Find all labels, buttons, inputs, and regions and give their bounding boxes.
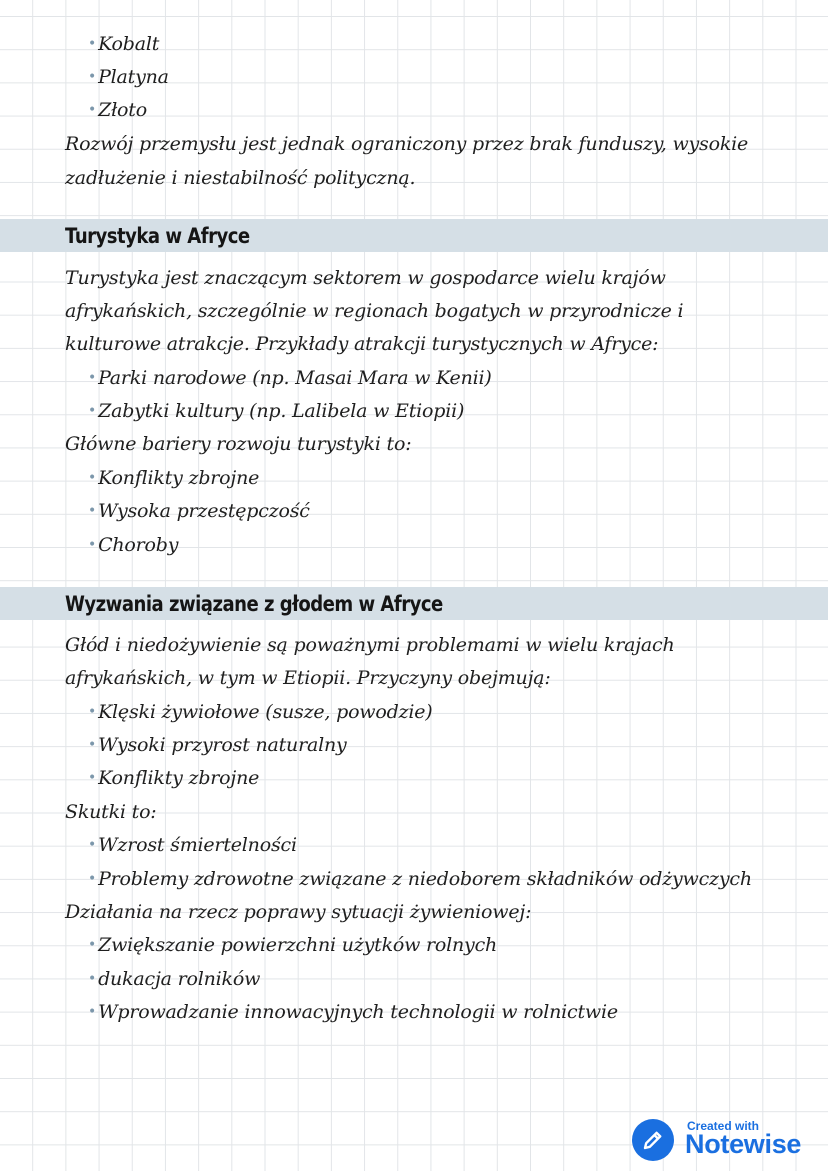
list-item: • Konflikty zbrojne [88,467,260,489]
list-item: • Problemy zdrowotne związane z niedoborem składników odżywczych [88,868,752,890]
badge-brand: Notewise [685,1129,802,1159]
bullet-icon: • [88,537,97,553]
section-heading-band [0,587,828,620]
bullet-icon: • [88,971,97,987]
bullet-icon: • [88,770,97,786]
paragraph-line: afrykańskich, w tym w Etiopii. Przyczyny obejmują: [65,667,551,689]
paragraph-line: kulturowe atrakcje. Przykłady atrakcji turystycznych w Afryce: [65,333,659,355]
bullet-icon: • [88,737,97,753]
badge-logo [632,1119,674,1161]
bullet-icon: • [88,69,97,85]
bullet-icon: • [88,1004,97,1020]
list-item: • Kobalt [88,33,160,55]
list-item: • Klęski żywiołowe (susze, powodzie) [88,701,433,723]
bullet-icon: • [88,704,97,720]
section-heading: Wyzwania związane z głodem w Afryce [65,592,443,616]
section-heading: Turystyka w Afryce [65,224,250,248]
paragraph-line: afrykańskich, szczególnie w regionach bogatych w przyrodnicze i [65,300,684,322]
bullet-icon: • [88,937,97,953]
list-item: • Konflikty zbrojne [88,767,260,789]
bullet-icon: • [88,503,97,519]
section-heading-band [0,219,828,252]
paragraph-line: Główne bariery rozwoju turystyki to: [65,433,412,455]
list-item: • Platyna [88,66,169,88]
list-item: • Parki narodowe (np. Masai Mara w Kenii) [88,367,492,389]
paragraph-line: Rozwój przemysłu jest jednak ograniczony przez brak funduszy, wysokie [65,133,749,155]
paragraph-line: Turystyka jest znaczącym sektorem w gospodarce wielu krajów [65,267,666,289]
list-item: • Wysoka przestępczość [88,500,310,522]
paragraph-line: Działania na rzecz poprawy sytuacji żywieniowej: [65,901,532,923]
bullet-icon: • [88,403,97,419]
list-item: • Wzrost śmiertelności [88,834,297,856]
list-item: • Zabytki kultury (np. Lalibela w Etiopii) [88,400,465,422]
bullet-icon: • [88,36,97,52]
bullet-icon: • [88,370,97,386]
bullet-icon: • [88,102,97,118]
list-item: • Zwiększanie powierzchni użytków rolnych [88,934,498,956]
paragraph-line: zadłużenie i niestabilność polityczną. [65,167,416,189]
list-item: • dukacja rolników [88,968,261,990]
notewise-badge [632,1117,818,1163]
paragraph-line: Skutki to: [65,801,157,823]
paragraph-line: Głód i niedożywienie są poważnymi problemami w wielu krajach [65,634,675,656]
bullet-icon: • [88,837,97,853]
list-item: • Wprowadzanie innowacyjnych technologii w rolnictwie [88,1001,618,1023]
list-item: • Choroby [88,534,179,556]
pencil-icon [641,1128,665,1152]
badge-caption: Created with [687,1119,760,1133]
list-item: • Wysoki przyrost naturalny [88,734,347,756]
list-item: • Złoto [88,99,147,121]
bullet-icon: • [88,871,97,887]
bullet-icon: • [88,470,97,486]
